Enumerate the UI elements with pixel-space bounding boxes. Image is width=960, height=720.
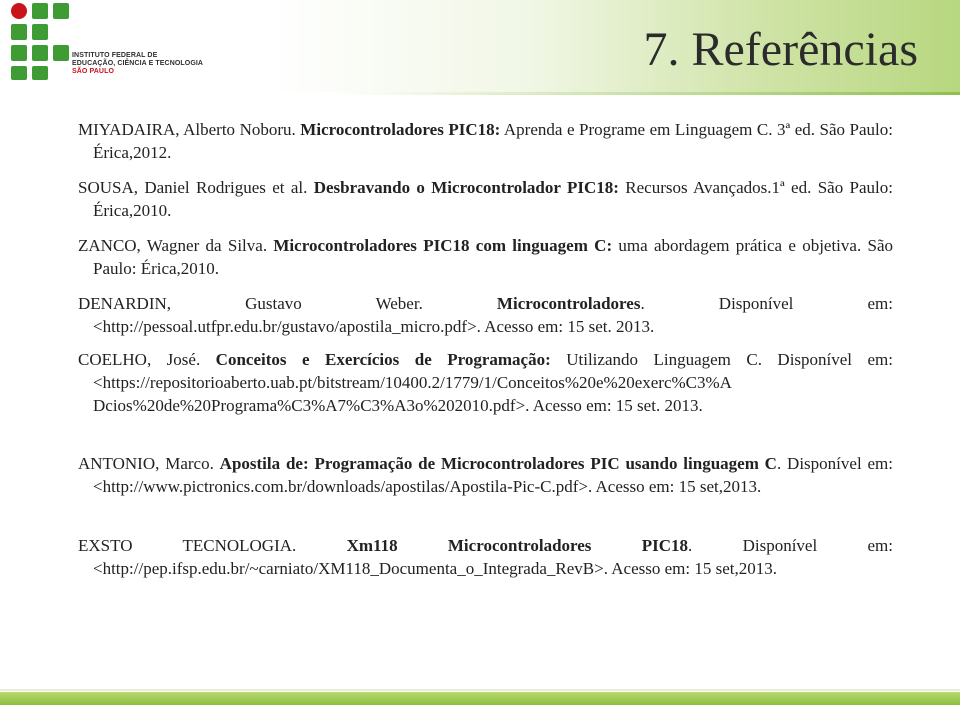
page-title: 7. Referências [643, 23, 918, 76]
reference-title: Desbravando o Microcontrolador PIC18: [313, 178, 619, 197]
reference-item [78, 292, 893, 338]
institution-name [72, 52, 203, 76]
institution-line: EDUCAÇÃO, CIÊNCIA E TECNOLOGIA [72, 60, 204, 67]
reference-author: DENARDIN, Gustavo Weber. [78, 294, 497, 313]
reference-details: Utilizando Linguagem C. Disponível em: <https://repositorioaberto.uab.pt/bitstream/10400.2/1779/1/Conceitos%20e%20exerc%C3%A Dcios%20de%20Programa%C3%A7%C3%A3o%202010.pdf>. Acesso em: 15 set. 2013. [93, 350, 893, 415]
reference-details: uma abordagem prática e objetiva. São Paulo: Érica,2010. [93, 236, 893, 278]
reference-author: COELHO, José. [78, 350, 216, 369]
reference-title: Microcontroladores PIC18: [300, 120, 501, 139]
reference-item [78, 534, 893, 580]
reference-item [78, 452, 893, 498]
reference-details: . Disponível em: <http://pessoal.utfpr.edu.br/gustavo/apostila_micro.pdf>. Acesso em: 15 set. 2013. [93, 294, 893, 336]
reference-item [78, 234, 893, 280]
reference-author: SOUSA, Daniel Rodrigues et al. [78, 178, 314, 197]
reference-author: MIYADAIRA, Alberto Noboru. [78, 120, 301, 139]
reference-details: . Disponível em: <http://www.pictronics.com.br/downloads/apostilas/Apostila-Pic-C.pdf>. Acesso em: 15 set,2013. [93, 454, 893, 496]
institution-line: INSTITUTO FEDERAL DE [72, 52, 158, 59]
reference-details: . Disponível em: <http://pep.ifsp.edu.br/~carniato/XM118_Documenta_o_Integrada_RevB>. Acesso em: 15 set,2013. [93, 536, 893, 578]
reference-item [78, 118, 894, 164]
header-divider [0, 92, 960, 95]
reference-details: Recursos Avançados.1ª ed. São Paulo: Érica,2010. [93, 178, 893, 220]
reference-title: Apostila de: Programação de Microcontroladores PIC usando linguagem C [219, 454, 777, 473]
reference-item [78, 348, 893, 417]
footer-divider [0, 689, 960, 691]
campus-name: SÃO PAULO [72, 68, 114, 75]
reference-author: EXSTO TECNOLOGIA. [78, 536, 347, 555]
reference-author: ANTONIO, Marco. [78, 454, 220, 473]
reference-item [78, 176, 893, 222]
reference-title: Conceitos e Exercícios de Programação: [215, 350, 551, 369]
reference-title: Xm118 Microcontroladores PIC18 [346, 536, 689, 555]
ifsp-logo-icon [10, 2, 74, 82]
footer-band [0, 692, 960, 705]
reference-author: ZANCO, Wagner da Silva. [78, 236, 274, 255]
reference-details: Aprenda e Programe em Linguagem C. 3ª ed. São Paulo: Érica,2012. [93, 120, 894, 162]
reference-title: Microcontroladores PIC18 com linguagem C: [273, 236, 613, 255]
reference-title: Microcontroladores [496, 294, 641, 313]
